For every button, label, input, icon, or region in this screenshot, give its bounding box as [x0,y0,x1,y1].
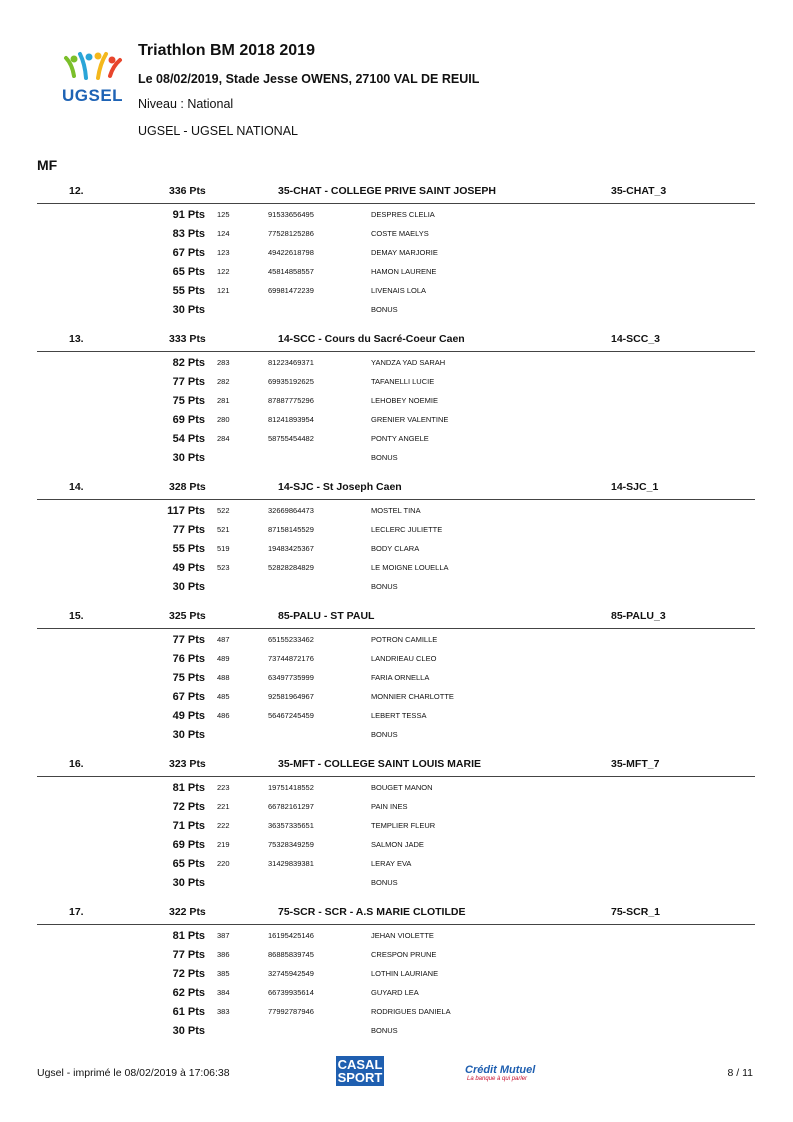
team-block [37,326,755,474]
member-row [37,521,755,540]
member-points: 30 Pts [172,729,205,741]
team-points: 322 Pts [169,906,206,918]
team-points: 336 Pts [169,185,206,197]
team-code: 14-SJC_1 [611,481,659,493]
member-licence: 16195425146 [268,931,314,940]
member-row [37,984,755,1003]
member-name: SALMON JADE [371,840,424,849]
member-row [37,430,755,449]
member-row [37,282,755,301]
member-points: 77 Pts [172,634,205,646]
member-row [37,965,755,984]
member-points: 62 Pts [172,987,205,999]
member-licence: 36357335651 [268,821,314,830]
member-row [37,726,755,745]
member-number: 489 [217,654,230,663]
member-name: LANDRIEAU CLEO [371,654,437,663]
member-name: HAMON LAURENE [371,267,437,276]
member-row [37,225,755,244]
credit-mutuel-name: Crédit Mutuel [465,1064,536,1076]
casal-sport-line2: SPORT [337,1070,383,1085]
member-name: BONUS [371,305,398,314]
member-licence: 31429839381 [268,859,314,868]
member-name: GUYARD LEA [371,988,419,997]
member-points: 76 Pts [172,653,205,665]
member-points: 75 Pts [172,395,205,407]
member-name: LOTHIN LAURIANE [371,969,439,978]
team-code: 35-CHAT_3 [611,185,667,197]
team-rank: 14. [69,481,84,493]
team-name: 35-CHAT - COLLEGE PRIVE SAINT JOSEPH [278,185,497,197]
member-row [37,354,755,373]
member-number: 387 [217,931,230,940]
member-points: 69 Pts [172,839,205,851]
member-points: 71 Pts [172,820,205,832]
member-row [37,578,755,597]
team-row [37,899,755,925]
member-number: 125 [217,210,230,219]
team-rank: 15. [69,610,84,622]
member-name: TEMPLIER FLEUR [371,821,436,830]
member-name: COSTE MAELYS [371,229,429,238]
member-number: 384 [217,988,230,997]
member-number: 485 [217,692,230,701]
member-licence: 73744872176 [268,654,314,663]
member-number: 280 [217,415,230,424]
member-name: LIVENAIS LOLA [371,286,427,295]
member-licence: 52828284829 [268,563,314,572]
member-number: 523 [217,563,230,572]
member-number: 486 [217,711,230,720]
member-name: BOUGET MANON [371,783,433,792]
member-name: CRESPON PRUNE [371,950,437,959]
team-block [37,899,755,1047]
member-number: 386 [217,950,230,959]
member-name: LERAY EVA [371,859,412,868]
member-row [37,1022,755,1041]
member-row [37,798,755,817]
member-licence: 65155233462 [268,635,314,644]
member-name: YANDZA YAD SARAH [371,358,446,367]
member-points: 30 Pts [172,581,205,593]
member-points: 117 Pts [167,505,205,517]
team-row [37,603,755,629]
member-row [37,779,755,798]
member-number: 283 [217,358,230,367]
team-rank: 12. [69,185,84,197]
member-points: 75 Pts [172,672,205,684]
member-number: 383 [217,1007,230,1016]
member-name: BONUS [371,730,398,739]
member-name: MONNIER CHARLOTTE [371,692,454,701]
member-licence: 91533656495 [268,210,314,219]
member-number: 281 [217,396,230,405]
member-points: 83 Pts [172,228,205,240]
member-licence: 69935192625 [268,377,314,386]
member-points: 67 Pts [172,691,205,703]
team-block [37,603,755,751]
team-points: 328 Pts [169,481,206,493]
member-number: 519 [217,544,230,553]
member-number: 223 [217,783,230,792]
member-name: LEHOBEY NOEMIE [371,396,438,405]
member-row [37,855,755,874]
team-row [37,474,755,500]
member-points: 72 Pts [172,801,205,813]
team-code: 75-SCR_1 [611,906,661,918]
member-row [37,688,755,707]
team-row [37,326,755,352]
team-name: 14-SJC - St Joseph Caen [278,481,402,493]
member-row [37,707,755,726]
member-licence: 77992787946 [268,1007,314,1016]
member-row [37,650,755,669]
member-row [37,631,755,650]
member-row [37,874,755,893]
member-licence: 81241893954 [268,415,314,424]
team-points: 323 Pts [169,758,206,770]
category-heading: MF [37,157,58,173]
team-block [37,751,755,899]
member-number: 284 [217,434,230,443]
member-number: 487 [217,635,230,644]
team-name: 85-PALU - ST PAUL [278,610,375,622]
logo-text: UGSEL [62,86,124,105]
member-licence: 19751418552 [268,783,314,792]
member-number: 123 [217,248,230,257]
member-points: 65 Pts [172,266,205,278]
member-name: JEHAN VIOLETTE [371,931,434,940]
member-name: PONTY ANGELE [371,434,429,443]
member-licence: 49422618798 [268,248,314,257]
member-name: POTRON CAMILLE [371,635,438,644]
team-rank: 17. [69,906,84,918]
member-points: 61 Pts [172,1006,205,1018]
page-title: Triathlon BM 2018 2019 [138,42,315,59]
member-licence: 66739935614 [268,988,314,997]
member-points: 30 Pts [172,304,205,316]
member-licence: 69981472239 [268,286,314,295]
member-name: BONUS [371,878,398,887]
member-name: BONUS [371,1026,398,1035]
member-name: LEBERT TESSA [371,711,427,720]
member-number: 121 [217,286,230,295]
member-name: DEMAY MARJORIE [371,248,438,257]
credit-mutuel-tagline: La banque à qui parler [467,1076,528,1082]
results-list [37,178,755,1047]
member-points: 81 Pts [172,782,205,794]
member-points: 81 Pts [172,930,205,942]
member-licence: 63497735999 [268,673,314,682]
team-row [37,751,755,777]
member-points: 69 Pts [172,414,205,426]
member-name: LECLERC JULIETTE [371,525,443,534]
member-row [37,502,755,521]
member-name: FARIA ORNELLA [371,673,430,682]
member-number: 124 [217,229,230,238]
member-licence: 75328349259 [268,840,314,849]
member-name: MOSTEL TINA [371,506,421,515]
member-licence: 86885839745 [268,950,314,959]
member-number: 521 [217,525,230,534]
event-info: Le 08/02/2019, Stade Jesse OWENS, 27100 VAL DE REUIL [138,72,480,86]
member-licence: 66782161297 [268,802,314,811]
member-row [37,411,755,430]
team-code: 85-PALU_3 [611,610,666,622]
member-points: 72 Pts [172,968,205,980]
member-licence: 19483425367 [268,544,314,553]
member-row [37,244,755,263]
member-name: BODY CLARA [371,544,420,553]
member-licence: 87887775296 [268,396,314,405]
team-points: 333 Pts [169,333,206,345]
team-name: 35-MFT - COLLEGE SAINT LOUIS MARIE [278,758,482,770]
member-row [37,373,755,392]
member-row [37,817,755,836]
member-name: BONUS [371,453,398,462]
member-name: BONUS [371,582,398,591]
member-row [37,206,755,225]
credit-mutuel-logo [465,1064,535,1082]
member-number: 282 [217,377,230,386]
member-points: 49 Pts [172,562,205,574]
team-code: 14-SCC_3 [611,333,661,345]
team-row [37,178,755,204]
print-info: Ugsel - imprimé le 08/02/2019 à 17:06:38 [37,1067,230,1079]
member-points: 55 Pts [172,285,205,297]
member-number: 122 [217,267,230,276]
member-row [37,1003,755,1022]
member-number: 222 [217,821,230,830]
member-row [37,449,755,468]
member-points: 30 Pts [172,452,205,464]
member-licence: 58755454482 [268,434,314,443]
ugsel-logo [60,50,128,108]
member-name: RODRIGUES DANIELA [371,1007,451,1016]
team-code: 35-MFT_7 [611,758,660,770]
team-block [37,474,755,603]
member-points: 77 Pts [172,376,205,388]
member-name: LE MOIGNE LOUELLA [371,563,449,572]
member-licence: 87158145529 [268,525,314,534]
member-row [37,669,755,688]
member-number: 522 [217,506,230,515]
member-row [37,301,755,320]
team-name: 75-SCR - SCR - A.S MARIE CLOTILDE [278,906,466,918]
member-name: PAIN INES [371,802,408,811]
page-number: 8 / 11 [727,1067,753,1079]
level-info: Niveau : National [138,97,234,111]
member-row [37,540,755,559]
member-row [37,263,755,282]
member-points: 30 Pts [172,877,205,889]
team-block [37,178,755,326]
member-number: 221 [217,802,230,811]
member-licence: 77528125286 [268,229,314,238]
member-name: DESPRES CLELIA [371,210,435,219]
member-points: 49 Pts [172,710,205,722]
member-points: 54 Pts [172,433,205,445]
team-rank: 16. [69,758,84,770]
team-points: 325 Pts [169,610,206,622]
member-row [37,392,755,411]
organizer-info: UGSEL - UGSEL NATIONAL [138,124,298,138]
member-licence: 56467245459 [268,711,314,720]
member-points: 77 Pts [172,524,205,536]
member-licence: 32745942549 [268,969,314,978]
member-points: 82 Pts [172,357,205,369]
member-points: 30 Pts [172,1025,205,1037]
member-number: 488 [217,673,230,682]
member-licence: 81223469371 [268,358,314,367]
member-licence: 32669864473 [268,506,314,515]
member-points: 65 Pts [172,858,205,870]
member-licence: 92581964967 [268,692,314,701]
member-licence: 45814858557 [268,267,314,276]
member-row [37,559,755,578]
member-name: GRENIER VALENTINE [371,415,449,424]
member-points: 67 Pts [172,247,205,259]
member-number: 385 [217,969,230,978]
member-points: 91 Pts [172,209,205,221]
member-row [37,946,755,965]
ugsel-figures-icon [60,50,128,90]
member-points: 77 Pts [172,949,205,961]
member-row [37,927,755,946]
member-number: 220 [217,859,230,868]
member-number: 219 [217,840,230,849]
member-name: TAFANELLI LUCIE [371,377,435,386]
team-rank: 13. [69,333,84,345]
team-name: 14-SCC - Cours du Sacré-Coeur Caen [278,333,465,345]
casal-sport-logo [336,1056,384,1086]
member-points: 55 Pts [172,543,205,555]
member-row [37,836,755,855]
casal-sport-line1: CASAL [337,1057,383,1072]
